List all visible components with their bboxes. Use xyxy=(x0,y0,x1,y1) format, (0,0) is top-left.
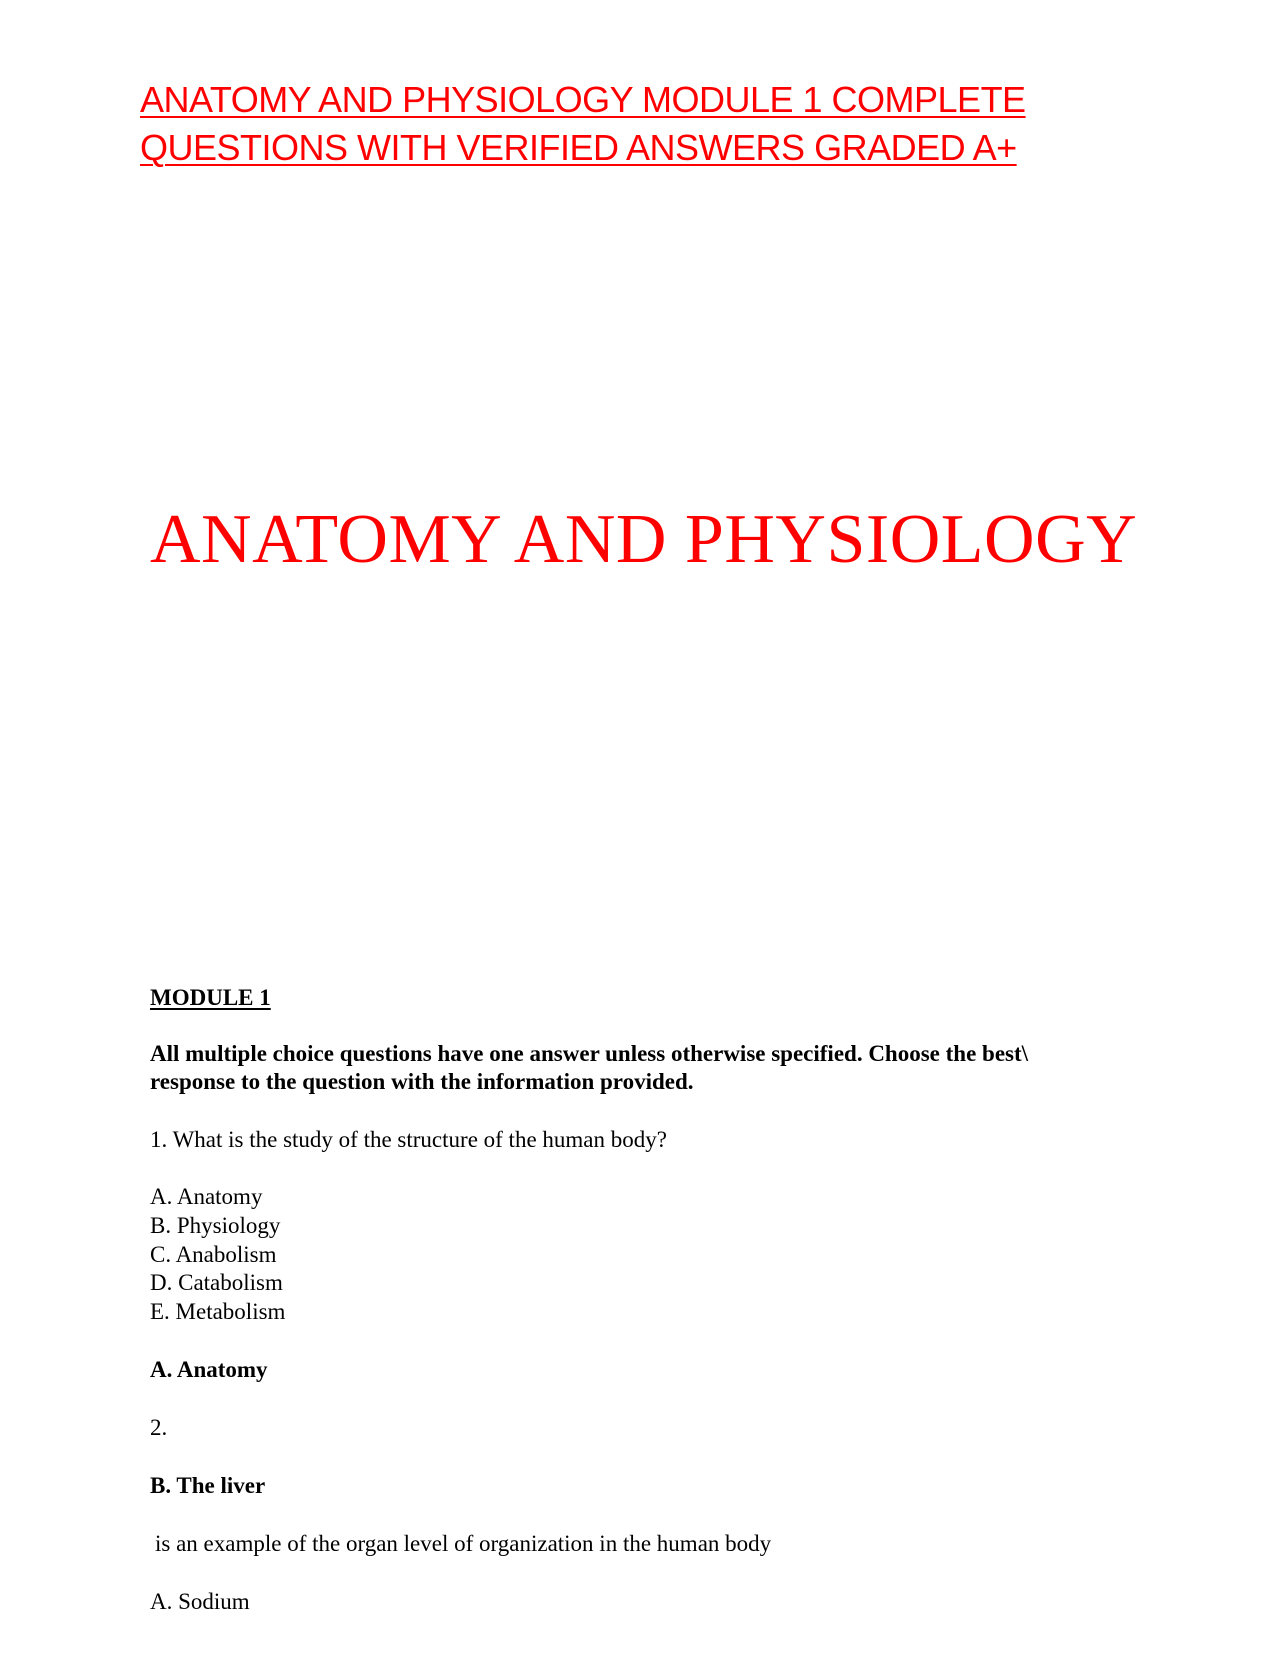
question-1-text: 1. What is the study of the structure of the human body? xyxy=(150,1127,667,1152)
instructions-line-2: response to the question with the information provided. xyxy=(150,1069,694,1094)
question-1-option-b: B. Physiology xyxy=(150,1212,281,1238)
question-2-option-a: A. Sodium xyxy=(150,1589,250,1614)
header-title-line-2: QUESTIONS WITH VERIFIED ANSWERS GRADED A+ xyxy=(140,127,1017,168)
main-title: ANATOMY AND PHYSIOLOGY xyxy=(150,501,1138,578)
question-2-answer: B. The liver xyxy=(150,1473,266,1498)
instructions-line-1: All multiple choice questions have one answer unless otherwise specified. Choose the best\ xyxy=(150,1041,1029,1066)
question-1-answer: A. Anatomy xyxy=(150,1357,268,1382)
header-title-line-1: ANATOMY AND PHYSIOLOGY MODULE 1 COMPLETE xyxy=(140,79,1026,120)
question-1-option-d: D. Catabolism xyxy=(150,1270,283,1296)
question-1-option-a: A. Anatomy xyxy=(150,1184,263,1209)
module-heading: MODULE 1 xyxy=(150,985,271,1010)
question-2-number: 2. xyxy=(150,1415,168,1440)
question-1-option-c: C. Anabolism xyxy=(150,1241,277,1267)
question-2-text: is an example of the organ level of organization in the human body xyxy=(155,1531,772,1556)
question-1-options xyxy=(150,1183,285,1327)
document-header-title xyxy=(140,76,1140,172)
instructions xyxy=(150,1040,1150,1096)
question-1-option-e: E. Metabolism xyxy=(150,1299,286,1325)
